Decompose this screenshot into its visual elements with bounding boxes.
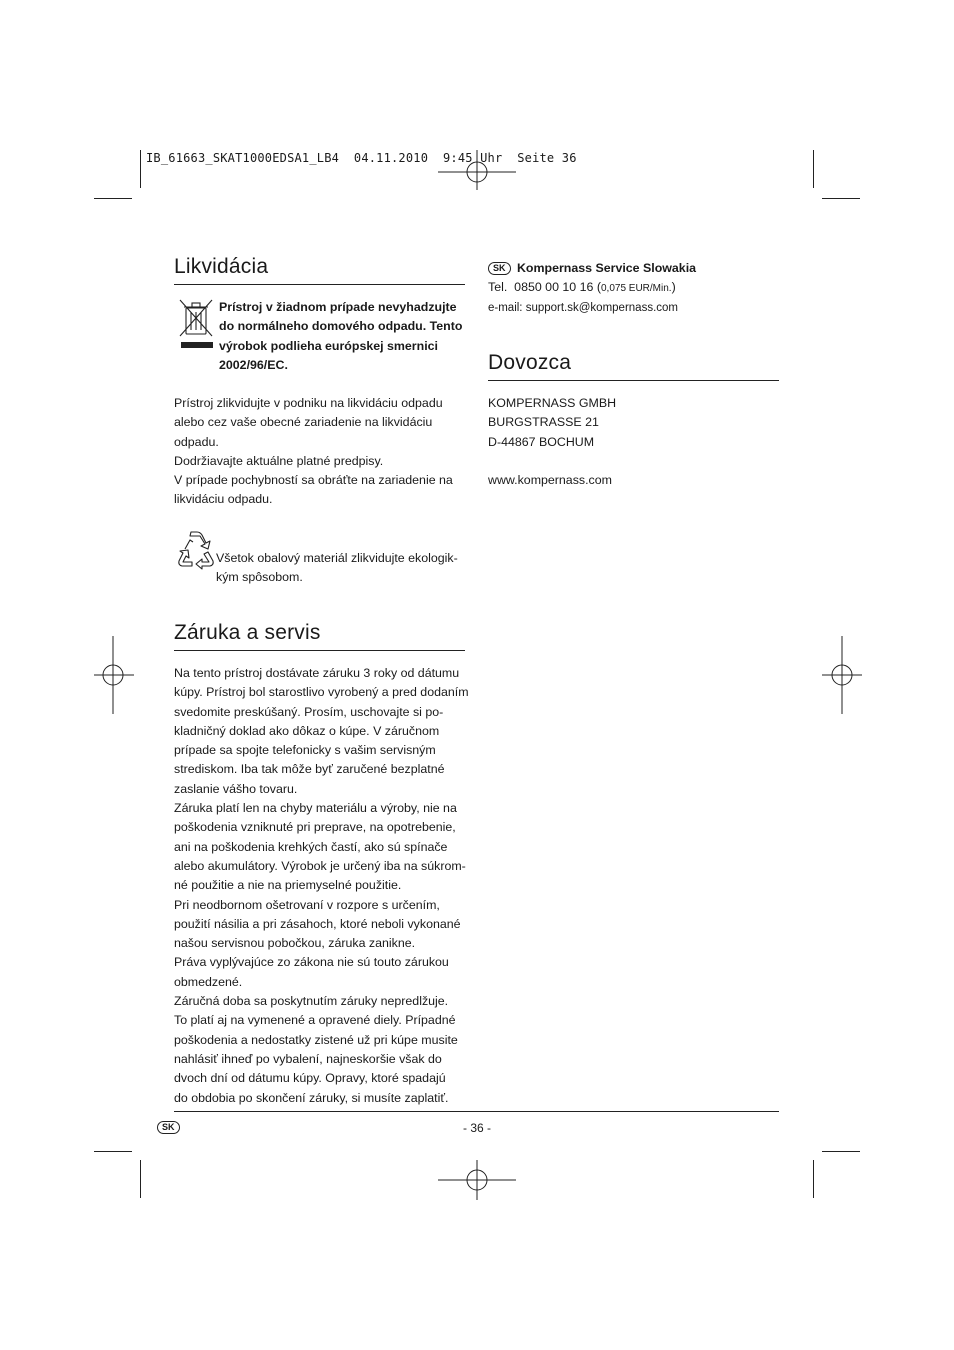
dovozca-title: Dovozca [488,351,572,374]
service-email[interactable]: e-mail: support.sk@kompernass.com [488,301,678,314]
registration-mark-right [822,636,862,714]
packaging-note: Všetok obalový materiál zlikvidujte ekologik- kým spôsobom. [216,551,458,585]
recycle-icon [175,530,215,570]
section-zaruka [174,621,465,651]
footer-sk-badge: SK [157,1121,180,1134]
importer-address: KOMPERNASS GMBH BURGSTRASSE 21 D-44867 BOCHUM www.kompernass.com [488,394,778,490]
section-likvidacia [174,255,465,285]
section-dovozca [488,351,779,381]
likvidacia-body: Prístroj zlikvidujte v podniku na likvidáciu odpadu alebo cez vaše obecné zariadenie na likvidáciu odpadu. Dodržiavajte aktuálne platné predpisy. V prípade pochybností sa obráťte na zariadenie na likvidáciu odpadu. [174,396,453,507]
footer-rule [174,1111,779,1112]
crossed-bin-icon [178,298,214,350]
title-rule [174,284,465,285]
service-name: Kompernass Service Slowakia [516,261,697,275]
website-link[interactable]: www.kompernass.com [488,473,612,488]
service-heading [488,259,788,278]
likvidacia-title: Likvidácia [174,255,269,278]
zaruka-title: Záruka a servis [174,621,321,644]
print-slug: IB_61663_SKAT1000EDSA1_LB4 04.11.2010 9:45 Uhr Seite 36 [146,151,577,165]
registration-mark-bottom [438,1160,516,1200]
service-contact [488,259,788,318]
title-rule [174,650,465,651]
registration-mark-left [94,636,134,714]
sk-badge: SK [488,262,511,275]
page-number: - 36 - [462,1121,491,1135]
service-phone: Tel. 0850 00 10 16 (0,075 EUR/Min.) [488,280,676,295]
weee-notice: Prístroj v žiadnom prípade nevyhadzujte do normálneho domového odpadu. Tento výrobok podlieha európskej smernici 2002/96/EC. [219,300,463,372]
zaruka-body: Na tento prístroj dostávate záruku 3 roky od dátumu kúpy. Prístroj bol starostlivo vyrobený a pred dodaním svedomite preskúšaný. Prosím, uschovajte si po- kladničný doklad ako dôkaz o kúpe. V záručnom prípade sa spojte telefonicky s vašim servisným strediskom. Iba tak môže byť zaručené bezplatné zaslanie vášho tovaru. Záruka platí len na chyby materiálu a výroby, nie na poškodenia vzniknuté pri preprave, na opotrebenie, ani na poškodenia krehkých častí, ako sú spínače alebo akumulátory. Výrobok je určený iba na súkrom- né použitie a nie na priemyselné použitie. Pri neodbornom ošetrovaní v rozpore s určením, použití násilia a pri zásahoch, ktoré neboli vykonané našou servisnou pobočkou, záruka zanikne. Práva vyplývajúce zo zákona nie sú touto zárukou obmedzené. Záručná doba sa poskytnutím záruky nepredlžuje. To platí aj na vymenené a opravené diely. Prípadné poškodenia a nedostatky zistené už pri kúpe musite nahlásiť ihneď po vybalení, najneskoršie však do dvoch dní od dátumu kúpy. Opravy, ktoré spadajú do obdobia po skončení záruky, si musíte zaplatiť. [174,666,469,1105]
title-rule [488,380,779,381]
